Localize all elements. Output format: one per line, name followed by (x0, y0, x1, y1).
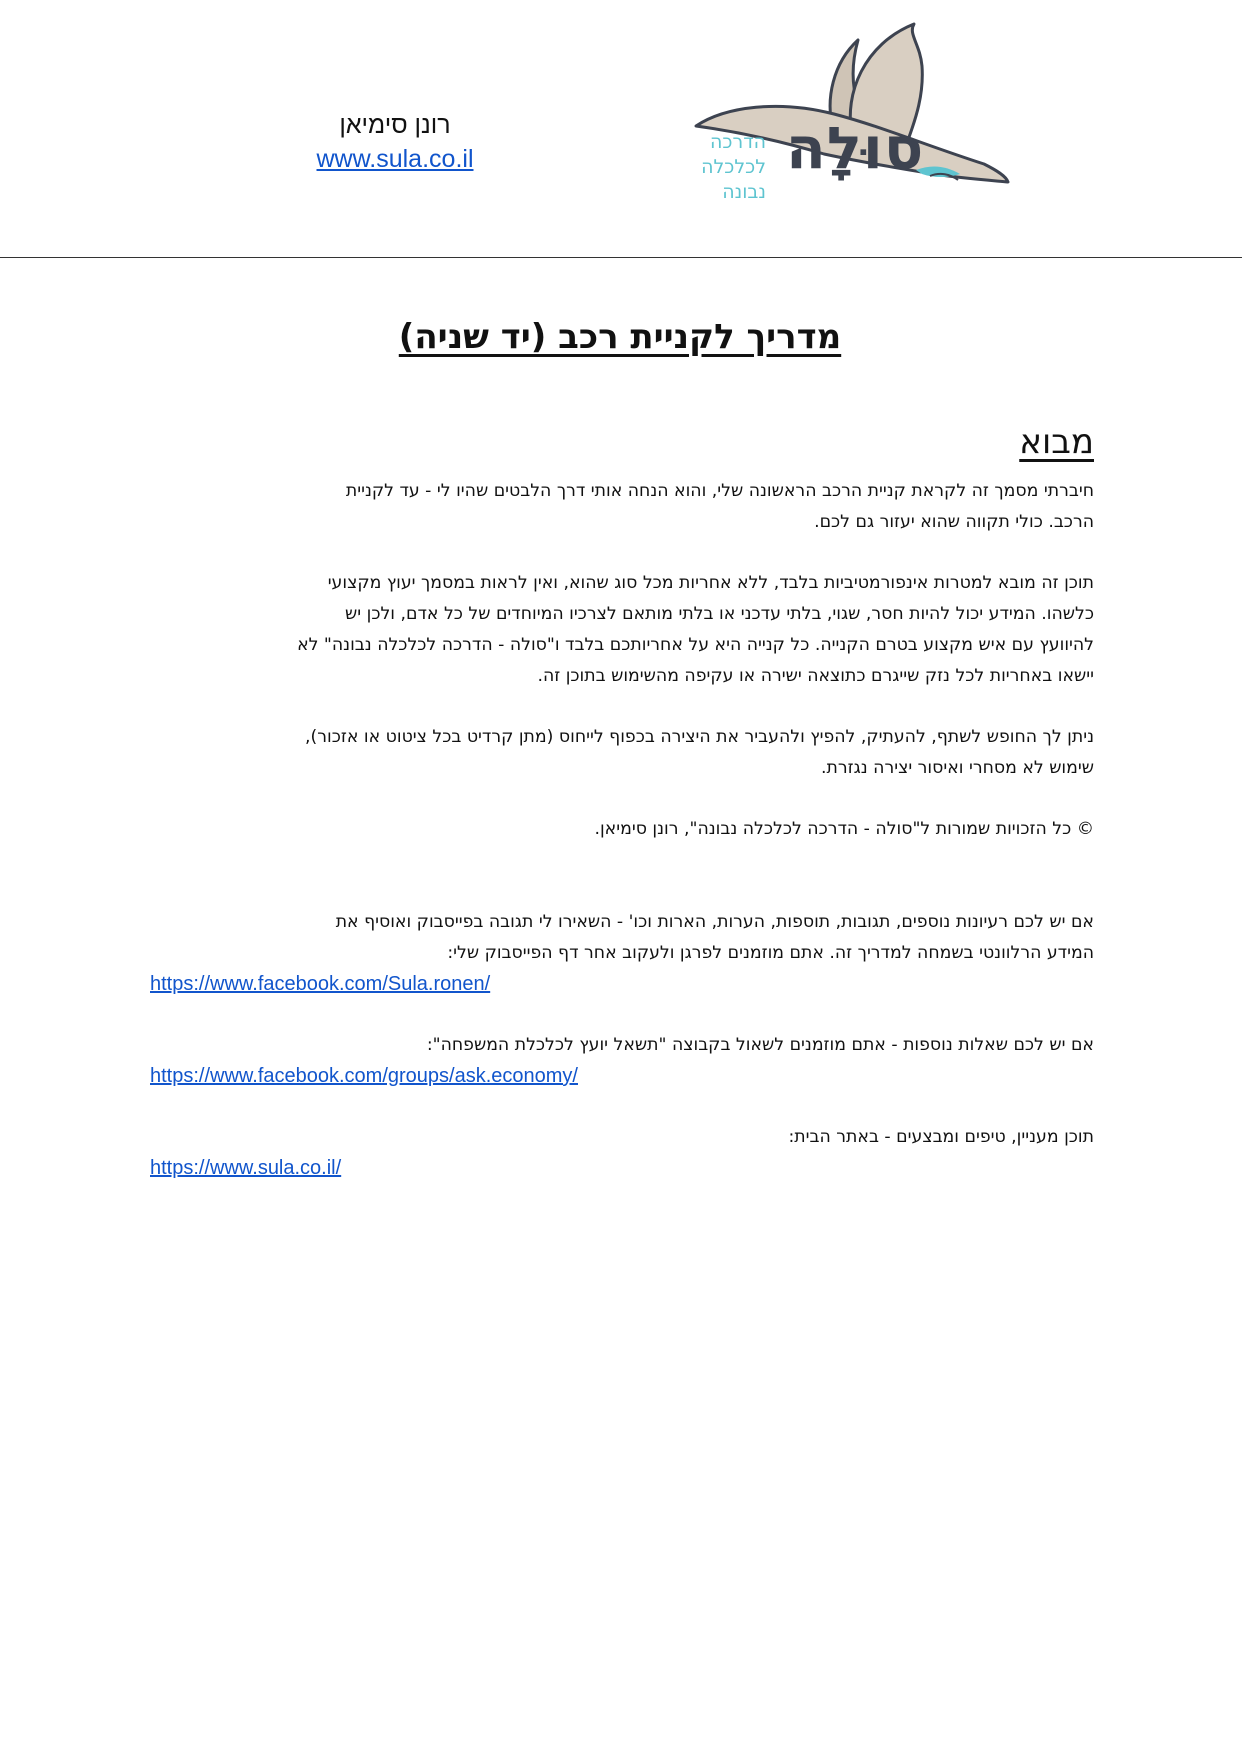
paragraph-questions (150, 1030, 1094, 1092)
sula-logo (684, 14, 1014, 209)
paragraph-line: המידע הרלוונטי בשמחה למדריך זה. אתם מוזמנים לפרגן ולעקוב אחר דף הפייסבוק שלי: (447, 943, 1094, 963)
paragraph-line: הרכב. כולי תקווה שהוא יעזור גם לכם. (814, 512, 1094, 532)
paragraph-line: תוכן מעניין, טיפים ומבצעים - באתר הבית: (788, 1127, 1094, 1147)
paragraph-line: © כל הזכויות שמורות ל"סולה - הדרכה לכלכלה נבונה", רונן סימיאן. (594, 819, 1094, 839)
logo-tagline (686, 130, 766, 205)
paragraph-line: כלשהו. המידע יכול להיות חסר, שגוי, בלתי עדכני או בלתי מותאם לצרכיו המיוחדים של כל אדם, ולכן יש (345, 604, 1094, 624)
logo-tagline-line: נבונה (722, 181, 766, 203)
paragraph-line: להיוועץ עם איש מקצוע בטרם הקנייה. כל קנייה היא על אחריותכם בלבד ו"סולה - הדרכה לכלכלה נבונה" לא (297, 635, 1094, 655)
paragraph-line: אם יש לכם רעיונות נוספים, תגובות, תוספות, הערות, הארות וכו' - השאירו לי תגובה בפייסבוק ואוסיף את (335, 912, 1094, 932)
paragraph-line: ניתן לך החופש לשתף, להעתיק, להפיץ ולהעביר את היצירה בכפוף לייחוס (מתן קרדיט בכל ציטוט או אזכור), (305, 727, 1094, 747)
logo-wordmark: סוּלָה (786, 114, 925, 182)
author-name: רונן סימיאן (339, 111, 451, 139)
paragraph-license (150, 722, 1094, 784)
document-body (150, 418, 1094, 1214)
header-divider (0, 257, 1242, 258)
homepage-link[interactable]: https://www.sula.co.il/ (150, 1157, 342, 1179)
logo-tagline-line: לכלכלה (701, 156, 766, 178)
paragraph-copyright (150, 814, 1094, 845)
paragraph-homepage (150, 1122, 1094, 1184)
document-title: מדריך לקניית רכב (יד שניה) (398, 317, 842, 357)
paragraph-line: תוכן זה מובא למטרות אינפורמטיביות בלבד, ללא אחריות מכל סוג שהוא, ואין לראות במסמך יעוץ מקצועי (327, 573, 1094, 593)
facebook-group-link[interactable]: https://www.facebook.com/groups/ask.economy/ (150, 1065, 578, 1087)
logo-tagline-line: הדרכה (710, 131, 766, 153)
paragraph-intro (150, 476, 1094, 538)
paragraph-line: אם יש לכם שאלות נוספות - אתם מוזמנים לשאול בקבוצה "תשאל יועץ לכלכלת המשפחה": (426, 1035, 1094, 1055)
paragraph-line: חיברתי מסמך זה לקראת קניית הרכב הראשונה שלי, והוא הנחה אותי דרך הלבטים שהיו לי - עד לקניית (345, 481, 1094, 501)
paragraph-line: יישאו באחריות לכל נזק שייגרם כתוצאה ישירה או עקיפה מהשימוש בתוכן זה. (537, 666, 1094, 686)
author-block (290, 108, 500, 176)
facebook-page-link[interactable]: https://www.facebook.com/Sula.ronen/ (150, 973, 491, 995)
section-heading-intro: מבוא (1019, 422, 1094, 462)
paragraph-line: שימוש לא מסחרי ואיסור יצירה נגזרת. (821, 758, 1094, 778)
website-link[interactable]: www.sula.co.il (316, 145, 474, 173)
paragraph-disclaimer (150, 568, 1094, 692)
paragraph-feedback (150, 907, 1094, 1000)
